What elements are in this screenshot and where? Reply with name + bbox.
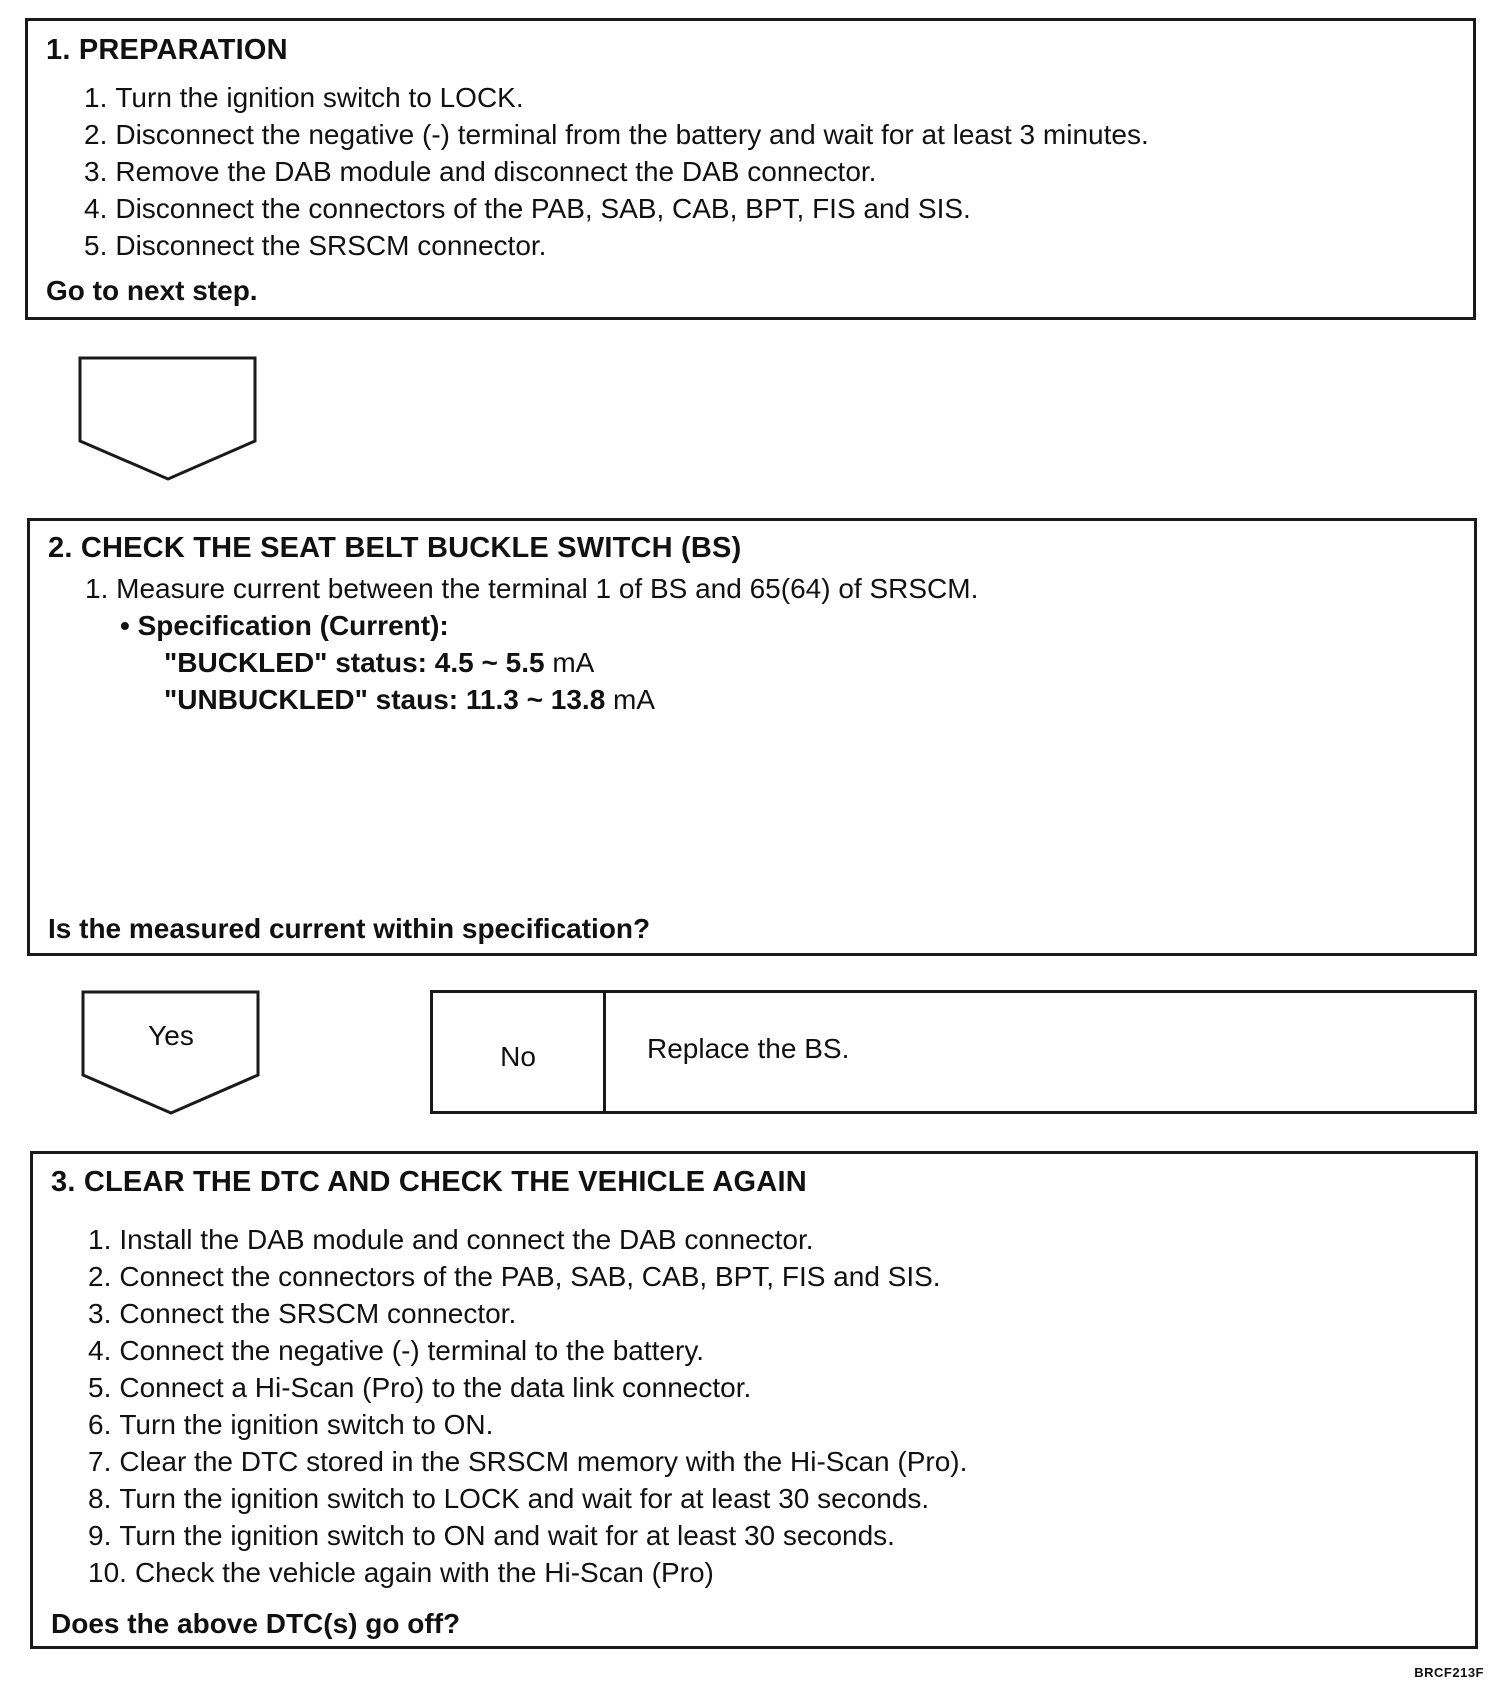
list-item: 9. Turn the ignition switch to ON and wait for at least 30 seconds. [88,1520,895,1551]
list-item: 2. Disconnect the negative (-) terminal from the battery and wait for at least 3 minutes. [84,119,1149,150]
list-item: 4. Connect the negative (-) terminal to the battery. [88,1335,705,1366]
list-item: 5. Connect a Hi-Scan (Pro) to the data link connector. [88,1372,752,1403]
spec-unbuckled: "UNBUCKLED" staus: 11.3 ~ 13.8 mA [164,684,656,715]
step1-title: 1. PREPARATION [46,34,288,66]
step3-box [30,1151,1478,1649]
step1-footer: Go to next step. [46,275,258,306]
list-item: 4. Disconnect the connectors of the PAB, SAB, CAB, BPT, FIS and SIS. [84,193,971,224]
list-item: 6. Turn the ignition switch to ON. [88,1409,494,1440]
step3-footer: Does the above DTC(s) go off? [51,1608,461,1639]
no-label: No [433,993,606,1111]
no-branch-box [430,990,1477,1114]
down-arrow-icon [78,356,258,482]
step2-title: 2. CHECK THE SEAT BELT BUCKLE SWITCH (BS) [48,532,742,564]
step3-list [88,1221,967,1591]
yes-label: Yes [148,1020,194,1051]
step3-title: 3. CLEAR THE DTC AND CHECK THE VEHICLE AGAIN [51,1166,807,1198]
list-item: 3. Remove the DAB module and disconnect the DAB connector. [84,156,877,187]
step2-box [27,518,1477,956]
list-item: 8. Turn the ignition switch to LOCK and wait for at least 30 seconds. [88,1483,930,1514]
list-item: 1. Turn the ignition switch to LOCK. [84,82,524,113]
step2-item: 1. Measure current between the terminal 1 of BS and 65(64) of SRSCM. [85,573,979,604]
no-action-text: Replace the BS. [647,1033,850,1064]
yes-arrow-icon [81,990,261,1116]
list-item: 2. Connect the connectors of the PAB, SAB, CAB, BPT, FIS and SIS. [88,1261,941,1292]
figure-ref-code: BRCF213F [1414,1665,1484,1680]
step1-box [25,18,1476,320]
spec-buckled: "BUCKLED" status: 4.5 ~ 5.5 mA [164,647,595,678]
step1-list [84,79,1149,264]
list-item: 3. Connect the SRSCM connector. [88,1298,517,1329]
list-item: 10. Check the vehicle again with the Hi-Scan (Pro) [88,1557,714,1588]
list-item: 1. Install the DAB module and connect the DAB connector. [88,1224,814,1255]
list-item: 5. Disconnect the SRSCM connector. [84,230,547,261]
step2-footer: Is the measured current within specification? [48,913,651,944]
spec-heading: • Specification (Current): [120,610,449,641]
list-item: 7. Clear the DTC stored in the SRSCM memory with the Hi-Scan (Pro). [88,1446,968,1477]
